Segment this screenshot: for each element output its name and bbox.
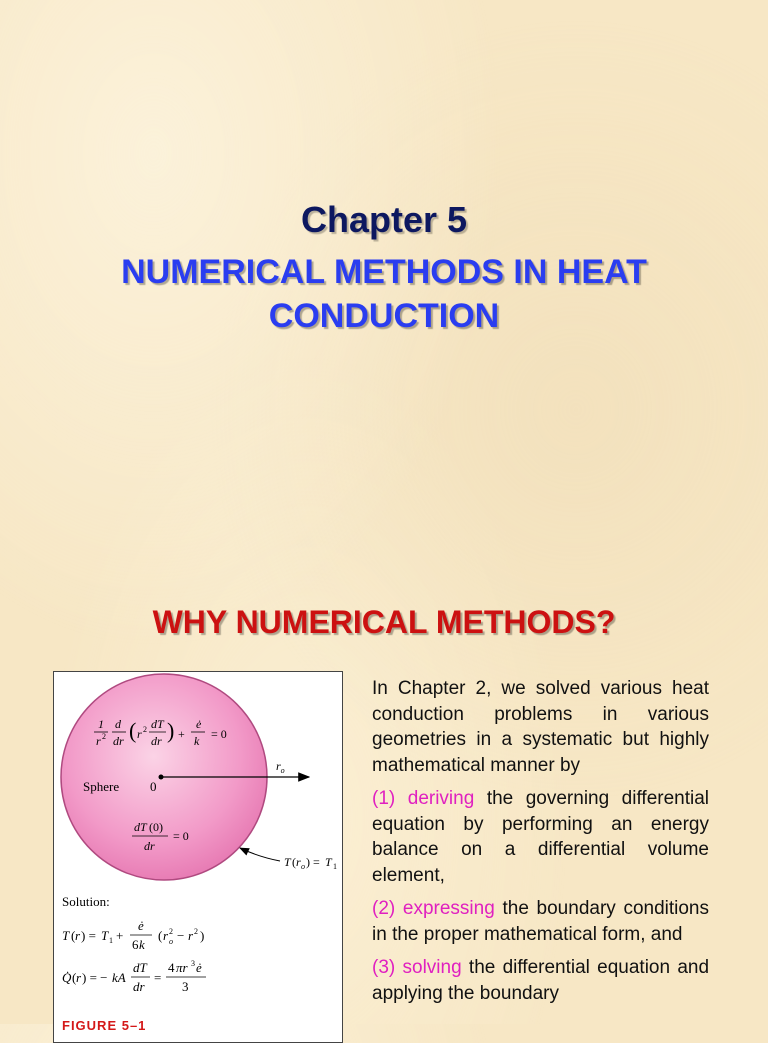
- surface-pointer-arrow: [240, 848, 280, 861]
- step-3-number: (3): [372, 957, 396, 978]
- svg-text:3: 3: [182, 979, 189, 994]
- paragraph-intro: In Chapter 2, we solved various heat conduction problems in various geometries in a systematic but highly mathematical manner by: [372, 678, 709, 776]
- svg-text:dr: dr: [133, 979, 145, 994]
- svg-text:): ): [200, 928, 205, 943]
- svg-text:d: d: [115, 717, 121, 731]
- svg-text:+: +: [116, 928, 124, 943]
- svg-text:dT: dT: [133, 960, 147, 975]
- svg-text:T: T: [325, 855, 332, 869]
- figure-caption: FIGURE 5–1: [62, 1018, 147, 1033]
- sphere-label: Sphere: [83, 779, 120, 794]
- svg-text:ė: ė: [138, 918, 144, 933]
- svg-text:3: 3: [191, 959, 195, 968]
- svg-text:r: r: [163, 928, 169, 943]
- radius-label: $r_o$: [276, 759, 285, 775]
- svg-text:(: (: [72, 970, 77, 985]
- svg-text:+: +: [178, 727, 185, 741]
- step-2-keyword: expressing: [402, 898, 495, 919]
- svg-text:(: (: [71, 928, 76, 943]
- sphere-figure: [53, 671, 343, 1043]
- svg-text:(: (: [129, 718, 137, 743]
- center-label: 0: [150, 779, 157, 794]
- sphere-figure-svg: [54, 672, 342, 1042]
- svg-text:T: T: [101, 928, 109, 943]
- svg-text:=: =: [154, 970, 162, 985]
- step-2-number: (2): [372, 898, 396, 919]
- chapter-label: Chapter 5: [300, 199, 468, 240]
- body-text: [372, 676, 709, 1014]
- svg-text:T: T: [284, 855, 291, 869]
- svg-text:1: 1: [333, 862, 337, 871]
- svg-text:r: r: [96, 734, 101, 748]
- solution-label: Solution:: [62, 894, 110, 909]
- svg-text:r: r: [296, 855, 301, 869]
- svg-text:o: o: [301, 862, 305, 871]
- svg-text:o: o: [169, 937, 173, 946]
- section-heading: WHY NUMERICAL METHODS?: [152, 604, 616, 640]
- svg-text:2: 2: [194, 927, 198, 936]
- svg-text:dr: dr: [144, 839, 155, 853]
- svg-text:) =: ) =: [306, 855, 320, 869]
- svg-text:Q̇: Q̇: [62, 970, 72, 985]
- svg-text:2: 2: [102, 732, 106, 741]
- svg-text:k: k: [139, 937, 145, 952]
- svg-text:k: k: [194, 734, 200, 748]
- paragraph-step-2: (2) expressing the boundary conditions in the proper mathematical form, and: [372, 898, 709, 945]
- svg-text:(0): (0): [149, 820, 163, 834]
- svg-text:dr: dr: [151, 734, 162, 748]
- svg-text:dT: dT: [134, 820, 147, 834]
- svg-text:4: 4: [168, 960, 175, 975]
- paragraph-step-1: (1) deriving the governing differential equation by performing an energy balance on a differential volume element,: [372, 788, 710, 886]
- svg-text:(: (: [292, 855, 296, 869]
- equation-bc-surface: [284, 855, 337, 871]
- svg-text:1: 1: [109, 936, 113, 945]
- svg-text:kA: kA: [112, 970, 126, 985]
- svg-text:r: r: [137, 727, 142, 741]
- svg-text:r: r: [188, 928, 194, 943]
- step-3-keyword: solving: [402, 957, 462, 978]
- solution-heat: [62, 959, 206, 994]
- svg-text:) =: ) =: [81, 928, 96, 943]
- svg-text:T: T: [62, 928, 70, 943]
- svg-text:2: 2: [143, 725, 147, 734]
- svg-text:dr: dr: [113, 734, 124, 748]
- step-1-keyword: deriving: [407, 788, 475, 809]
- svg-text:) = −: ) = −: [82, 970, 108, 985]
- svg-text:1: 1: [98, 717, 104, 731]
- svg-text:−: −: [177, 928, 185, 943]
- paragraph-step-3: (3) solving the differential equation and applying the boundary: [372, 957, 710, 1004]
- solution-temperature: [62, 918, 204, 952]
- svg-text:dT: dT: [151, 717, 164, 731]
- svg-text:(: (: [158, 928, 163, 943]
- svg-text:= 0: = 0: [173, 829, 189, 843]
- chapter-title: NUMERICAL METHODS IN HEAT CONDUCTION: [121, 253, 647, 335]
- svg-text:): ): [167, 718, 175, 743]
- svg-text:πr: πr: [176, 960, 188, 975]
- title-block: [0, 196, 768, 338]
- svg-text:r: r: [76, 970, 82, 985]
- step-1-number: (1): [372, 788, 396, 809]
- svg-text:2: 2: [169, 927, 173, 936]
- svg-text:ė: ė: [196, 717, 202, 731]
- svg-text:r: r: [75, 928, 81, 943]
- svg-text:= 0: = 0: [211, 727, 227, 741]
- svg-text:ė: ė: [196, 960, 202, 975]
- svg-text:6: 6: [132, 937, 139, 952]
